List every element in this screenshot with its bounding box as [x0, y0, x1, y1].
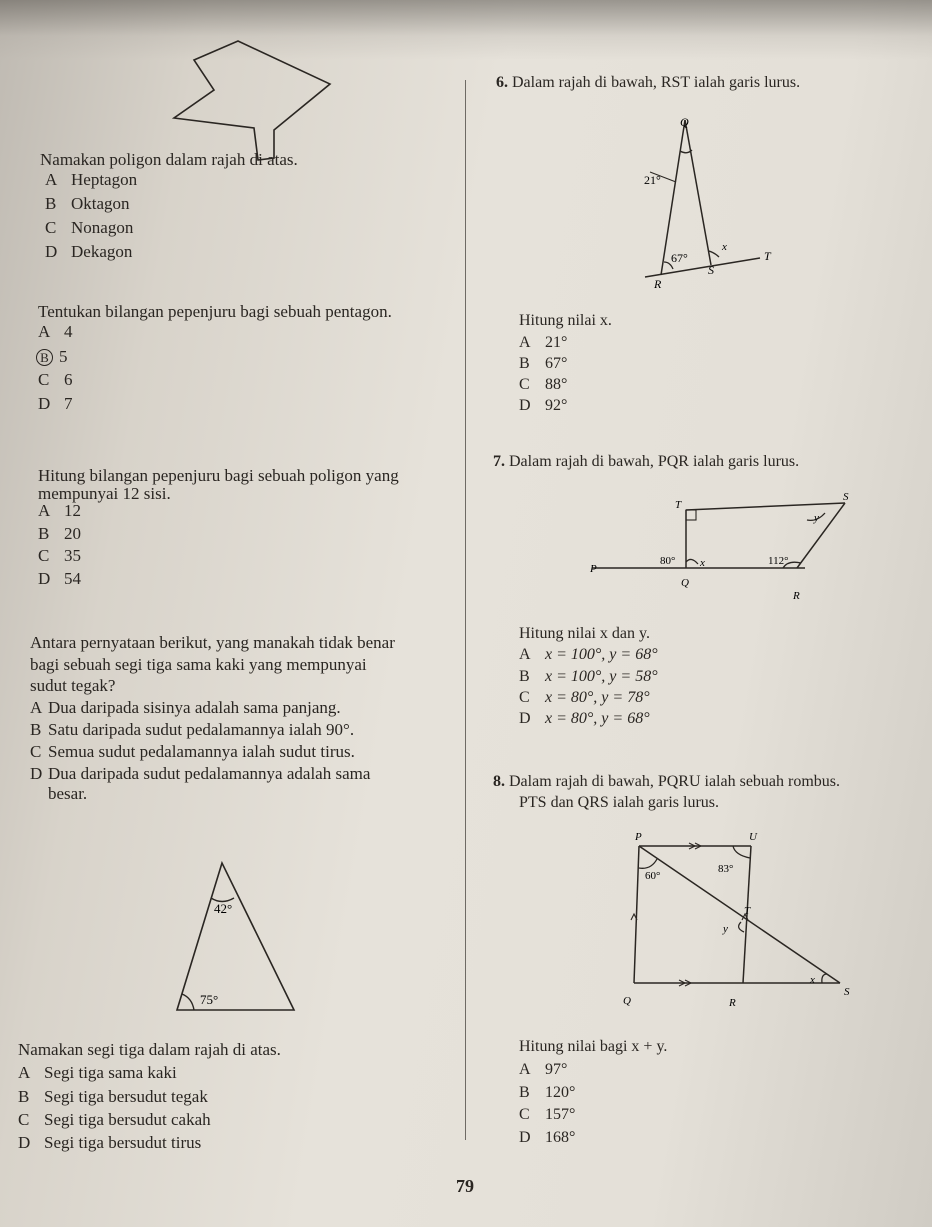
q8-question: Hitung nilai bagi x + y. — [519, 1038, 668, 1055]
q7-option-a[interactable]: A x = 100°, y = 68° — [519, 646, 658, 663]
q4-option-a[interactable]: A Dua daripada sisinya adalah sama panjang. — [30, 698, 341, 717]
q4-option-b[interactable]: B Satu daripada sudut pedalamannya ialah 90°. — [30, 720, 355, 739]
q8-option-b[interactable]: B 120° — [519, 1084, 576, 1101]
q6-label-x: x — [722, 241, 727, 253]
q6-label-s: S — [708, 263, 714, 277]
q6-label-21: 21° — [644, 173, 661, 187]
column-divider — [465, 80, 466, 1140]
q1-option-b[interactable]: B Oktagon — [45, 194, 130, 213]
q1-option-c[interactable]: C Nonagon — [45, 218, 134, 237]
q7-label-112: 112° — [768, 555, 789, 567]
triangle-shape — [177, 863, 294, 1010]
q5-option-b[interactable]: B Segi tiga bersudut tegak — [18, 1087, 208, 1106]
q6-option-b[interactable]: B 67° — [519, 355, 568, 372]
q4-line3: sudut tegak? — [30, 676, 116, 695]
q8-label-u: U — [749, 831, 757, 843]
q6-label-r: R — [654, 277, 662, 291]
label-42: 42° — [214, 901, 233, 916]
q8-label-r: R — [729, 997, 736, 1009]
page-number: 79 — [456, 1176, 474, 1196]
q7-figure — [585, 480, 860, 610]
q4-option-d-cont: besar. — [48, 784, 88, 803]
q8-label-y: y — [723, 923, 728, 935]
q8-label-p: P — [635, 831, 642, 843]
q3-question-line1: Hitung bilangan pepenjuru bagi sebuah poligon yang — [38, 466, 399, 485]
angle-arc-left — [182, 994, 194, 1010]
q1-option-a[interactable]: A Heptagon — [45, 170, 138, 189]
q6-label-t: T — [764, 249, 771, 263]
q5-option-a[interactable]: A Segi tiga sama kaki — [18, 1063, 177, 1082]
q6-figure — [640, 110, 790, 295]
q8-label-x: x — [810, 974, 815, 986]
q4-line2: bagi sebuah segi tiga sama kaki yang mempunyai — [30, 655, 367, 674]
page-shadow — [0, 0, 932, 60]
q6-option-a[interactable]: A 21° — [519, 334, 568, 351]
q3-option-a[interactable]: A 12 — [38, 501, 81, 520]
q7-option-b[interactable]: B x = 100°, y = 58° — [519, 668, 658, 685]
q7-label-y: y — [814, 512, 819, 524]
q3-option-c[interactable]: C 35 — [38, 546, 81, 565]
q4-line1: Antara pernyataan berikut, yang manakah tidak benar — [30, 633, 395, 652]
q7-label-t: T — [675, 499, 682, 511]
q6-option-d[interactable]: D 92° — [519, 397, 568, 414]
q6-label-67: 67° — [671, 251, 688, 265]
q7-question: Hitung nilai x dan y. — [519, 625, 650, 642]
q8-option-a[interactable]: A 97° — [519, 1061, 568, 1078]
q8-option-c[interactable]: C 157° — [519, 1106, 576, 1123]
q8-label-83: 83° — [718, 863, 734, 875]
q8-label-t: T — [744, 905, 751, 917]
q8-label-60: 60° — [645, 870, 661, 882]
q7-label-80: 80° — [660, 555, 676, 567]
q4-option-c[interactable]: C Semua sudut pedalamannya ialah sudut tirus. — [30, 742, 355, 761]
answer-circle: B — [36, 349, 53, 366]
q6-title: 6. Dalam rajah di bawah, RST ialah garis lurus. — [496, 74, 801, 91]
polygon-shape — [174, 41, 330, 160]
q7-option-c[interactable]: C x = 80°, y = 78° — [519, 689, 650, 706]
q1-option-d[interactable]: D Dekagon — [45, 242, 133, 261]
polygon-figure — [170, 38, 340, 163]
q7-label-r: R — [793, 590, 800, 602]
q5-question: Namakan segi tiga dalam rajah di atas. — [18, 1040, 281, 1059]
q2-option-c[interactable]: C 6 — [38, 370, 73, 389]
q8-label-q: Q — [623, 995, 631, 1007]
q7-title: 7. Dalam rajah di bawah, PQR ialah garis lurus. — [493, 453, 800, 470]
q8-title-line2: PTS dan QRS ialah garis lurus. — [519, 794, 719, 811]
q2-option-a[interactable]: A 4 — [38, 322, 73, 341]
q5-option-d[interactable]: D Segi tiga bersudut tirus — [18, 1133, 202, 1152]
q3-option-d[interactable]: D 54 — [38, 569, 81, 588]
q2-option-d[interactable]: D 7 — [38, 394, 73, 413]
q8-label-s: S — [844, 986, 850, 998]
q8-option-d[interactable]: D 168° — [519, 1129, 576, 1146]
q6-question: Hitung nilai x. — [519, 312, 612, 329]
q7-option-d[interactable]: D x = 80°, y = 68° — [519, 710, 650, 727]
q2-question: Tentukan bilangan pepenjuru bagi sebuah pentagon. — [38, 302, 392, 321]
q6-label-q: Q — [680, 115, 689, 129]
q7-label-p: P — [590, 563, 597, 575]
q6-option-c[interactable]: C 88° — [519, 376, 568, 393]
q3-question-line2: mempunyai 12 sisi. — [38, 484, 171, 503]
q3-option-b[interactable]: B 20 — [38, 524, 81, 543]
q2-option-b[interactable]: B 5 — [36, 347, 68, 367]
q8-figure — [615, 828, 865, 1013]
q4-option-d[interactable]: D Dua daripada sudut pedalamannya adalah sama — [30, 764, 371, 783]
triangle-figure — [170, 858, 300, 1018]
q8-title-line1: 8. Dalam rajah di bawah, PQRU ialah sebuah rombus. — [493, 773, 841, 790]
q7-label-x: x — [700, 557, 705, 569]
q5-option-c[interactable]: C Segi tiga bersudut cakah — [18, 1110, 211, 1129]
q7-label-q: Q — [681, 577, 689, 589]
q1-question: Namakan poligon dalam rajah di atas. — [40, 150, 298, 169]
label-75: 75° — [200, 992, 219, 1007]
q7-label-s: S — [843, 491, 849, 503]
